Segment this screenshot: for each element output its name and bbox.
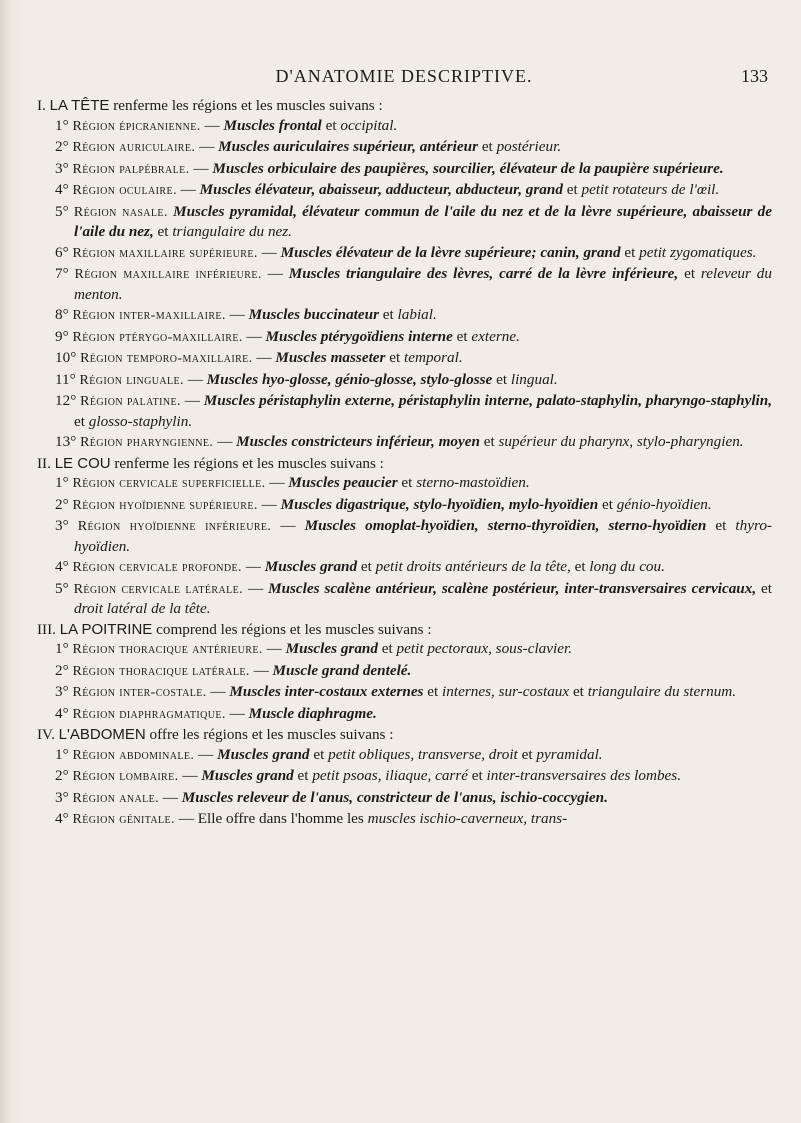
list-item xyxy=(37,495,772,516)
list-item xyxy=(37,432,772,453)
muscle-list: Muscles élévateur de la lèvre supérieure; canin, grand xyxy=(280,243,621,261)
connector-text: et xyxy=(756,579,773,597)
connector-text: et xyxy=(569,683,588,700)
muscle-name: glosso-staphylin. xyxy=(88,412,193,430)
section-heading xyxy=(37,620,772,640)
region-name: Région cervicale latérale. xyxy=(73,581,244,597)
item-number: 2° xyxy=(55,138,73,155)
muscle-name: thyro-hyoïdien. xyxy=(74,517,772,555)
running-title: D'ANATOMIE DESCRIPTIVE. xyxy=(275,66,533,86)
list-item xyxy=(37,159,772,180)
connector-text: — xyxy=(213,433,237,450)
muscle-list: Muscles orbiculaire des paupières, sourcilier, élévateur de la paupière supérieure. xyxy=(212,159,724,177)
item-number: 1° xyxy=(55,745,73,763)
connector-text: — xyxy=(180,392,204,409)
connector-text: et xyxy=(74,412,89,430)
connector-text: — xyxy=(176,181,200,198)
muscle-name: petit pectoraux, sous-clavier. xyxy=(396,640,573,657)
item-number: 4° xyxy=(55,558,73,575)
muscle-name: internes, sur-costaux xyxy=(442,683,570,700)
connector-text: — xyxy=(194,745,218,763)
region-name: Région anale. xyxy=(72,790,159,806)
connector-text: et xyxy=(706,517,736,534)
region-name: Région génitale. xyxy=(72,812,175,827)
section-title: L'ABDOMEN xyxy=(58,726,146,743)
item-number: 2° xyxy=(55,767,73,784)
connector-text: — xyxy=(257,495,281,513)
connector-text: — xyxy=(262,640,286,657)
muscle-list: Muscles péristaphylin externe, péristaphylin interne, palato-staphylin, pharyngo-staphylin, xyxy=(203,392,773,409)
item-number: 6° xyxy=(55,243,73,261)
connector-text: — xyxy=(206,683,230,700)
muscle-name: génio-hyoïdien. xyxy=(616,495,712,513)
region-name: Région palpébrale. xyxy=(72,161,190,177)
muscle-list: Muscles grand xyxy=(264,558,358,575)
list-item xyxy=(37,639,772,660)
region-name: Région maxillaire inférieure. xyxy=(74,267,262,282)
muscle-list: Muscles constricteurs inférieur, moyen xyxy=(236,433,480,450)
list-item xyxy=(37,243,772,264)
region-name: Région cervicale profonde. xyxy=(72,560,242,575)
connector-text: et xyxy=(598,495,617,513)
item-number: 11° xyxy=(55,370,80,388)
muscle-list: Muscles triangulaire des lèvres, carré de la lèvre inférieure, xyxy=(288,265,679,282)
muscle-name: triangulaire du sternum. xyxy=(587,683,737,700)
list-item xyxy=(37,180,772,201)
connector-text: et xyxy=(620,243,640,261)
section-number: I. xyxy=(37,97,50,114)
connector-text: et xyxy=(479,433,499,450)
muscle-name: sterno-mastoïdien. xyxy=(416,474,530,491)
connector-text: et xyxy=(423,683,443,700)
section-title: LA TÊTE xyxy=(49,97,110,114)
section-number: IV. xyxy=(37,726,59,743)
muscle-name: droit latéral de la tête. xyxy=(74,600,211,617)
list-item xyxy=(37,809,772,830)
muscle-list: Muscle grand dentelé. xyxy=(272,661,412,679)
item-number: 3° xyxy=(55,517,78,534)
list-item xyxy=(37,788,772,809)
section-intro: offre les régions et les muscles suivans : xyxy=(145,726,394,743)
item-number: 3° xyxy=(55,159,73,177)
list-item xyxy=(37,516,772,556)
list-item xyxy=(37,327,772,348)
region-name: Région lombaire. xyxy=(72,769,179,784)
section-intro: renferme les régions et les muscles suivans : xyxy=(109,97,383,114)
item-number: 2° xyxy=(55,495,73,513)
section-title: LA POITRINE xyxy=(59,620,153,638)
connector-text: et xyxy=(377,640,397,657)
connector-text: et xyxy=(153,223,173,240)
list-item xyxy=(37,704,772,725)
item-number: 12° xyxy=(55,392,81,409)
item-number: 7° xyxy=(55,265,75,282)
region-name: Région maxillaire supérieure. xyxy=(72,245,258,261)
muscle-name: petit droits antérieurs de la tête, xyxy=(375,558,571,575)
connector-text: — xyxy=(257,243,281,261)
connector-text: — xyxy=(261,265,289,282)
muscle-name: long du cou. xyxy=(589,558,665,575)
page-number: 133 xyxy=(741,66,768,86)
page-header xyxy=(40,66,768,90)
muscle-list: Muscles ptérygoïdiens interne xyxy=(265,327,453,345)
region-name: Région auriculaire. xyxy=(72,140,196,155)
section-number: II. xyxy=(37,454,55,472)
list-item xyxy=(37,579,772,619)
list-item xyxy=(37,766,772,787)
text-body xyxy=(37,96,772,831)
muscle-name: temporal. xyxy=(404,349,463,366)
region-name: Région nasale. xyxy=(73,204,168,220)
connector-text: — xyxy=(241,558,265,575)
list-item xyxy=(37,370,772,391)
connector-text: — xyxy=(271,517,305,534)
connector-text: — xyxy=(242,327,266,345)
region-name: Région linguale. xyxy=(79,372,184,388)
connector-text: et xyxy=(570,558,590,575)
muscle-list: Muscles peaucier xyxy=(288,474,398,491)
muscle-list: Muscle diaphragme. xyxy=(248,704,377,722)
connector-text: — xyxy=(159,788,182,806)
muscle-list: Muscles omoplat-hyoïdien, sterno-thyroïdien, sterno-hyoïdien xyxy=(304,517,707,534)
item-number: 1° xyxy=(55,640,73,657)
muscle-name: labial. xyxy=(397,306,437,323)
item-number: 4° xyxy=(55,704,73,722)
connector-text: — Elle offre dans l'homme les xyxy=(174,810,368,827)
list-item xyxy=(37,473,772,494)
muscle-list: Muscles scalène antérieur, scalène postérieur, inter-transversaires cervicaux, xyxy=(268,579,757,597)
connector-text: — xyxy=(265,474,289,491)
muscle-name: petit psoas, iliaque, carré xyxy=(312,767,468,784)
connector-text: et xyxy=(678,265,701,282)
region-name: Région palatine. xyxy=(80,394,181,409)
connector-text: — xyxy=(225,704,249,722)
muscle-name: supérieur du pharynx, stylo-pharyngien. xyxy=(498,433,744,450)
list-item xyxy=(37,348,772,369)
muscle-list: Muscles frontal xyxy=(223,116,322,134)
connector-text: et xyxy=(309,745,329,763)
section-heading xyxy=(37,96,772,116)
item-number: 1° xyxy=(55,116,73,134)
muscle-list: Muscles auriculaires supérieur, antérieur xyxy=(218,138,479,155)
connector-text: et xyxy=(492,370,511,388)
region-name: Région inter-maxillaire. xyxy=(72,308,226,323)
connector-text: et xyxy=(378,306,398,323)
muscle-name: inter-transversaires des lombes. xyxy=(486,767,681,784)
connector-text: — xyxy=(200,116,224,134)
muscle-list: Muscles grand xyxy=(217,745,310,763)
muscle-list: Muscles masseter xyxy=(275,349,386,366)
connector-text: — xyxy=(225,306,249,323)
connector-text: — xyxy=(195,138,219,155)
connector-text: — xyxy=(189,159,213,177)
muscle-name: petit obliques, transverse, droit xyxy=(328,745,518,763)
connector-text: et xyxy=(385,349,405,366)
list-item xyxy=(37,682,772,703)
item-number: 4° xyxy=(55,810,73,827)
muscle-list: Muscles inter-costaux externes xyxy=(229,683,424,700)
connector-text: et xyxy=(357,558,376,575)
muscle-name: occipital. xyxy=(340,116,398,134)
item-number: 3° xyxy=(55,788,73,806)
connector-text: — xyxy=(243,579,269,597)
section-heading xyxy=(37,454,772,474)
connector-text: — xyxy=(252,349,276,366)
list-item xyxy=(37,557,772,578)
connector-text: et xyxy=(467,767,487,784)
muscle-list: Muscles hyo-glosse, génio-glosse, stylo-glosse xyxy=(206,370,493,388)
item-number: 1° xyxy=(55,474,73,491)
muscle-name: lingual. xyxy=(510,370,558,388)
region-name: Région abdominale. xyxy=(72,747,195,763)
connector-text: et xyxy=(293,767,313,784)
connector-text: et xyxy=(397,474,417,491)
item-number: 10° xyxy=(55,349,81,366)
region-name: Région ptérygo-maxillaire. xyxy=(72,329,243,345)
muscle-list: Muscles grand xyxy=(285,640,378,657)
region-name: Région diaphragmatique. xyxy=(72,706,226,722)
region-name: Région hyoïdienne supérieure. xyxy=(72,497,258,513)
muscle-list: Muscles pyramidal, élévateur commun de l'aile du nez et de la lèvre supérieure, abaisseur de l'aile du nez, xyxy=(74,202,773,240)
item-number: 8° xyxy=(55,306,73,323)
section-title: LE COU xyxy=(54,454,111,472)
muscle-name: pyramidal. xyxy=(536,745,603,763)
list-item xyxy=(37,745,772,766)
list-item xyxy=(37,116,772,137)
item-number: 9° xyxy=(55,327,73,345)
section-number: III. xyxy=(37,620,60,638)
connector-text: et xyxy=(562,181,582,198)
item-number: 13° xyxy=(55,433,81,450)
muscle-name: triangulaire du nez. xyxy=(172,223,292,240)
region-name: Région épicranienne. xyxy=(72,118,201,134)
region-name: Région thoracique latérale. xyxy=(72,663,250,679)
connector-text: — xyxy=(249,661,273,679)
item-number: 2° xyxy=(55,661,73,679)
connector-text: et xyxy=(452,327,472,345)
region-name: Région cervicale superficielle. xyxy=(72,476,266,491)
connector-text: et xyxy=(478,138,497,155)
region-name: Région inter-costale. xyxy=(72,685,207,700)
region-name: Région oculaire. xyxy=(72,183,177,198)
connector-text: et xyxy=(517,745,537,763)
list-item xyxy=(37,202,772,242)
connector-text: — xyxy=(178,767,202,784)
muscle-name: externe. xyxy=(471,327,520,345)
list-item xyxy=(37,137,772,158)
section-heading xyxy=(37,725,772,745)
list-item xyxy=(37,391,772,431)
muscle-name: muscles ischio-caverneux, trans- xyxy=(367,810,568,827)
muscle-list: Muscles grand xyxy=(201,767,294,784)
item-number: 5° xyxy=(55,579,74,597)
muscle-name: petit zygomatiques. xyxy=(639,243,757,261)
item-number: 4° xyxy=(55,181,73,198)
list-item xyxy=(37,305,772,326)
list-item xyxy=(37,661,772,682)
muscle-list: Muscles élévateur, abaisseur, adducteur, abducteur, grand xyxy=(199,181,563,198)
list-item xyxy=(37,264,772,304)
connector-text: et xyxy=(321,116,341,134)
muscle-name: releveur du menton. xyxy=(74,265,772,303)
section-intro: comprend les régions et les muscles suivans : xyxy=(152,620,432,638)
item-number: 5° xyxy=(55,202,74,220)
region-name: Région thoracique antérieure. xyxy=(72,642,263,657)
item-number: 3° xyxy=(55,683,73,700)
muscle-list: Muscles buccinateur xyxy=(248,306,379,323)
muscle-list: Muscles digastrique, stylo-hyoïdien, mylo-hyoïdien xyxy=(280,495,599,513)
muscle-list: Muscles releveur de l'anus, constricteur de l'anus, ischio-coccygien. xyxy=(181,788,608,806)
connector-text: — xyxy=(183,370,207,388)
section-intro: renferme les régions et les muscles suivans : xyxy=(110,454,384,472)
region-name: Région pharyngienne. xyxy=(80,435,214,450)
muscle-name: postérieur. xyxy=(496,138,562,155)
region-name: Région temporo-maxillaire. xyxy=(80,351,253,366)
muscle-name: petit rotateurs de l'œil. xyxy=(581,181,720,198)
region-name: Région hyoïdienne inférieure. xyxy=(77,519,272,534)
